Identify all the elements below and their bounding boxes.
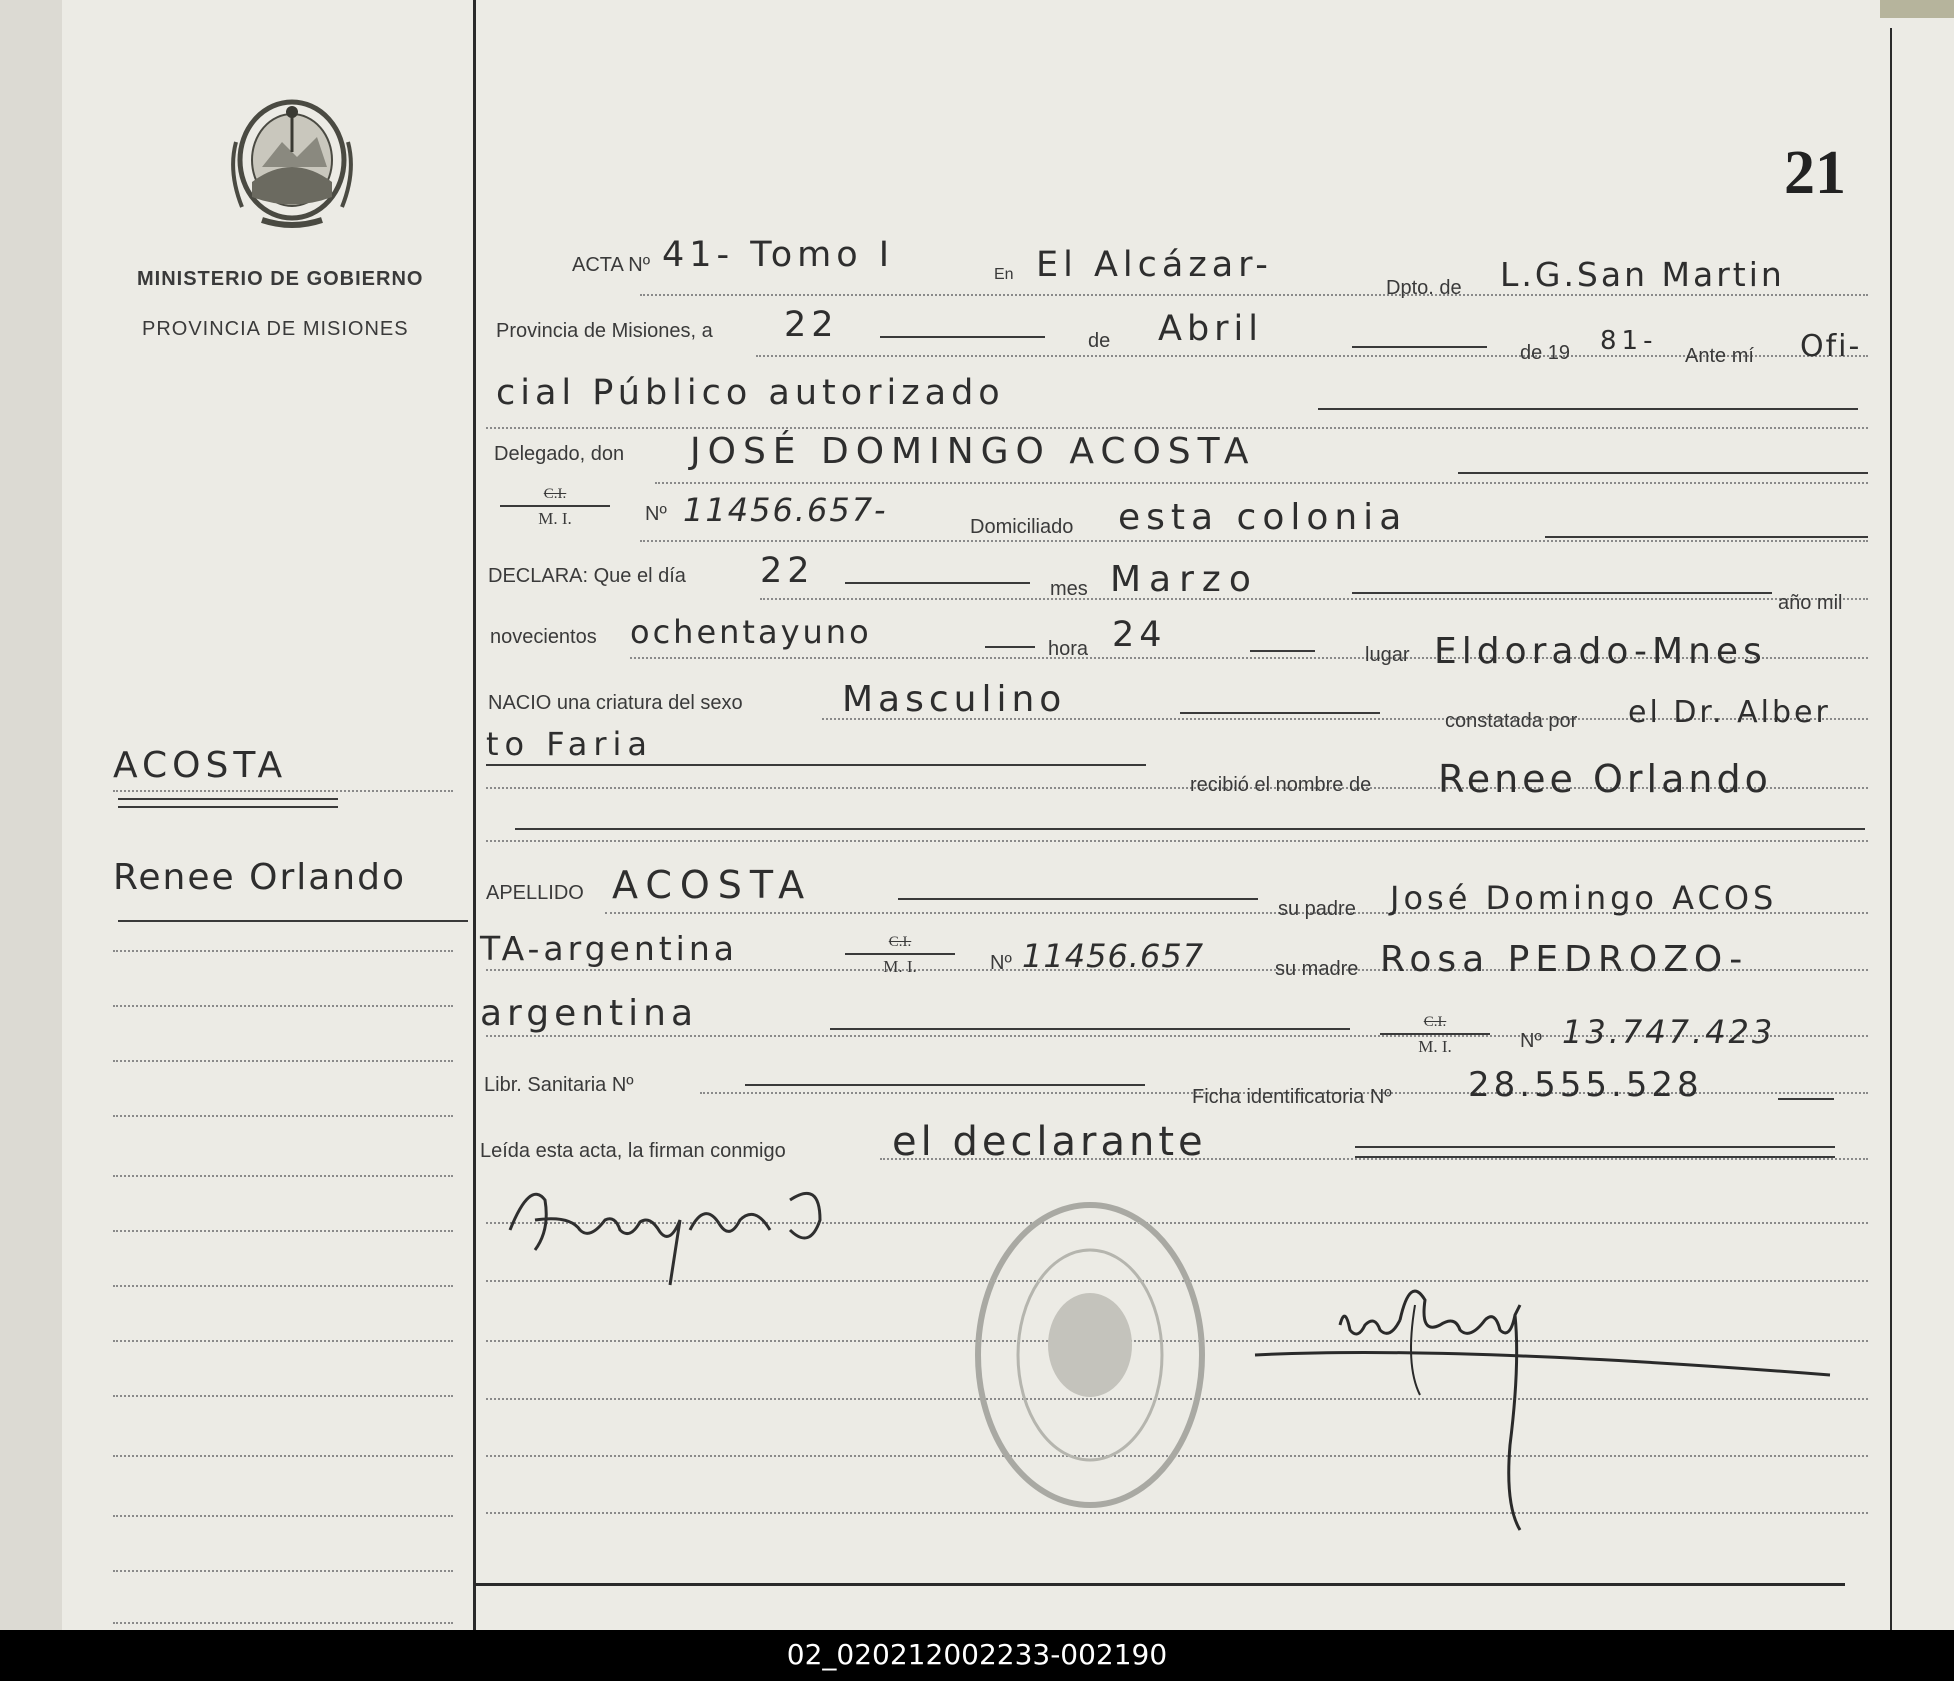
provincial-seal-icon [222,82,362,232]
leida-label: Leída esta acta, la firman conmigo [480,1140,786,1162]
declara-label: DECLARA: Que el día [488,565,686,587]
su-padre-label: su padre [1278,898,1356,920]
registry-month: Abril [1158,309,1263,349]
mother-part-2: argentina [480,993,699,1034]
birth-month: Marzo [1110,559,1259,600]
delegado-ci-mi: C.I. M. I. [500,486,610,529]
delegado-label: Delegado, don [494,443,625,465]
provincia-label: Provincia de Misiones, a [496,320,713,342]
acta-number: 41- Tomo I [662,235,895,275]
en-label: En [994,266,1014,283]
paper-corner [1880,0,1954,18]
apellido-label: APELLIDO [486,882,584,904]
province-heading: PROVINCIA DE MISIONES [142,318,409,340]
margin-underline [118,798,338,800]
novecientos-label: novecientos [490,626,597,648]
nacio-label: NACIO una criatura del sexo [488,692,743,714]
bottom-rule [475,1583,1845,1586]
ano-mil-label: año mil [1778,592,1843,614]
registry-stamp [970,1195,1210,1515]
de-19-label: de 19 [1520,342,1571,364]
delegado-document-number: 11456.657- [683,491,888,529]
no-label: Nº [1520,1030,1542,1052]
place-of-registry: El Alcázar- [1036,245,1273,285]
domiciliado-label: Domiciliado [970,516,1074,538]
margin-underline [118,920,468,922]
firman-value: el declarante [892,1119,1207,1165]
ante-mi-label: Ante mí [1685,345,1754,367]
domicilio-value: esta colonia [1118,497,1408,538]
registry-year: 81- [1600,326,1658,356]
delegado-name: JOSÉ DOMINGO ACOSTA [690,431,1256,472]
father-ci-mi: C.I. M. I. [845,934,955,977]
no-label: Nº [645,503,667,525]
father-part-2: TA-argentina [480,929,738,968]
official-signature [1250,1245,1850,1535]
recibio-label: recibió el nombre de [1190,774,1372,796]
mes-label: mes [1050,578,1088,600]
birth-day: 22 [760,551,815,591]
birth-year-words: ochentayuno [630,613,872,651]
father-part-1: José Domingo ACOS [1390,879,1778,917]
oficial-part-1: Ofi- [1800,329,1862,364]
left-rule [473,0,476,1630]
page-margin [0,0,62,1630]
father-document-number: 11456.657 [1022,937,1205,975]
declarant-signature [490,1160,890,1290]
libr-sanitaria-label: Libr. Sanitaria Nº [484,1074,634,1096]
birth-hour: 24 [1112,615,1167,655]
de-label: de [1088,330,1111,352]
no-label: Nº [990,952,1012,974]
su-madre-label: su madre [1275,958,1359,980]
right-rule [1890,28,1892,1630]
margin-underline [118,806,338,808]
ficha-label: Ficha identificatoria Nº [1192,1086,1392,1108]
registry-day: 22 [784,305,839,345]
ficha-value: 28.555.528 [1468,1065,1703,1105]
child-name: Renee Orlando [1438,757,1772,801]
lugar-label: lugar [1365,644,1410,666]
image-identifier: 02_020212002233-002190 [786,1638,1168,1671]
constatada-label: constatada por [1445,710,1578,732]
mother-ci-mi: C.I. M. I. [1380,1014,1490,1057]
hora-label: hora [1048,638,1089,660]
mother-part-1: Rosa PEDROZO- [1380,939,1749,980]
margin-surname: ACOSTA [113,745,288,786]
doctor-part-2: to Faria [486,725,654,763]
birth-place: Eldorado-Mnes [1434,631,1767,672]
mother-document-number: 13.747.423 [1562,1013,1776,1051]
sex-value: Masculino [842,679,1067,720]
doctor-part-1: el Dr. Alber [1628,695,1831,730]
oficial-part-2: cial Público autorizado [496,373,1005,413]
page-number: 21 [1784,139,1846,207]
margin-given-names: Renee Orlando [113,857,406,898]
acta-label: ACTA Nº [572,254,651,276]
ministry-heading: MINISTERIO DE GOBIERNO [137,268,424,290]
department-name: L.G.San Martin [1500,255,1785,294]
dpto-label: Dpto. de [1386,277,1462,299]
apellido-value: ACOSTA [612,863,813,907]
